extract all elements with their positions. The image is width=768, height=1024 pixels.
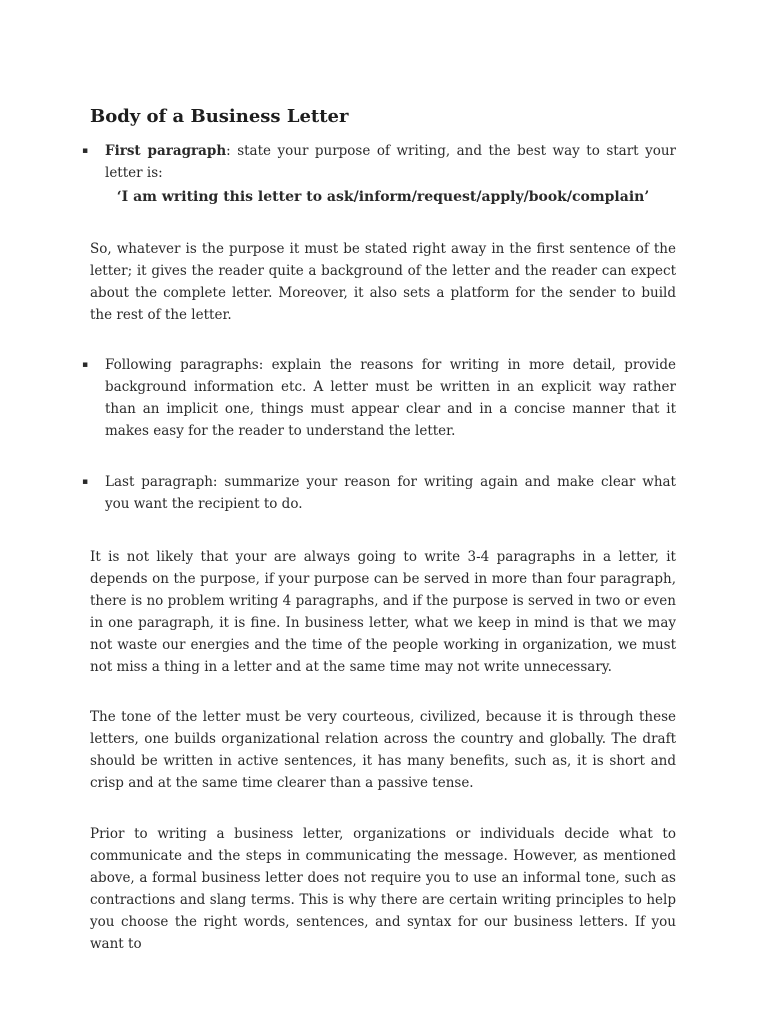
opening-quote: ‘I am writing this letter to ask/inform/request/apply/book/complain’ [116,189,650,205]
bullet-first-paragraph [82,140,676,184]
paragraph-tone: The tone of the letter must be very courteous, civilized, because it is through these letters, one builds organizational relation across the country and globally. The draft should be written in active sentences, it has many benefits, such as, it is short and crisp and at the same time clearer than a passive tense. [90,709,676,791]
paragraph-principles: Prior to writing a business letter, organizations or individuals decide what to communicate and the steps in communicating the message. However, as mentioned above, a formal business letter does not require you to use an informal tone, such as contractions and slang terms. This is why there are certain writing principles to help you choose the right words, sentences, and syntax for our business letters. If you want to [90,826,676,952]
bullet-text: Following paragraphs: explain the reasons for writing in more detail, provide background information etc. A letter must be written in an explicit way rather than an implicit one, things must appear clear and in a concise manner that it makes easy for the reader to understand the letter. [105,357,676,439]
bullet-marker: ▪ [82,477,89,487]
bullet-marker: ▪ [82,360,89,370]
bullet-following-paragraphs [82,354,676,442]
bullet-bold-lead: First paragraph [105,143,227,159]
bullet-text: Last paragraph: summarize your reason for writing again and make clear what you want the recipient to do. [105,474,676,512]
bullet-text: : state your purpose of writing, and the best way to start your letter is: [105,143,676,181]
bullet-last-paragraph [82,471,676,515]
document-title: Body of a Business Letter [90,106,349,127]
paragraph-purpose: So, whatever is the purpose it must be stated right away in the first sentence of the letter; it gives the reader quite a background of the letter and the reader can expect about the complete letter. Moreover, it also sets a platform for the sender to build the rest of the letter. [90,241,676,323]
paragraph-length: It is not likely that your are always going to write 3-4 paragraphs in a letter, it depends on the purpose, if your purpose can be served in more than four paragraph, there is no problem writing 4 paragraphs, and if the purpose is served in two or even in one paragraph, it is fine. In business letter, what we keep in mind is that we may not waste our energies and the time of the people working in organization, we must not miss a thing in a letter and at the same time may not write unnecessary. [90,549,676,675]
bullet-marker: ▪ [82,146,89,156]
